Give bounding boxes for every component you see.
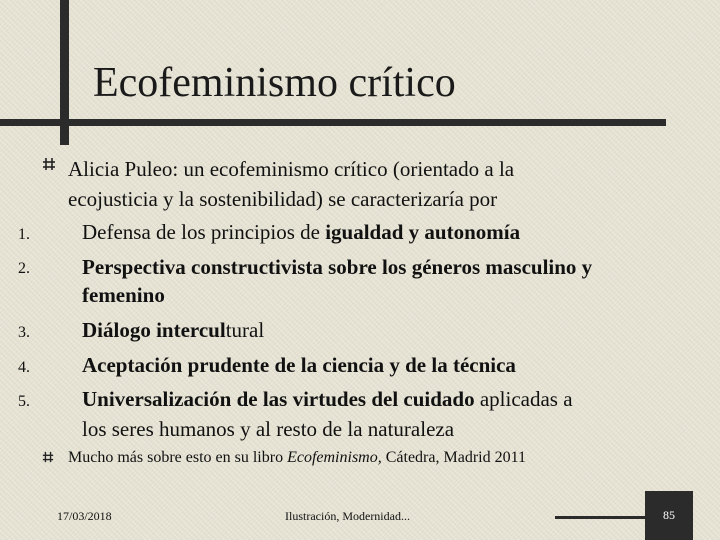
list-item-2-cont — [82, 282, 165, 308]
list-item-3 — [82, 317, 264, 343]
list-number-1: 1. — [18, 226, 30, 243]
list-number-2: 2. — [18, 260, 30, 277]
list-item-4 — [82, 352, 516, 378]
list-item-1 — [82, 219, 520, 245]
intro-text-line-1: Alicia Puleo: un ecofeminismo crítico (orientado a la — [68, 157, 515, 181]
list-number-5: 5. — [18, 393, 30, 410]
note-book-title: Ecofeminismo, — [287, 449, 382, 466]
slide-title: Ecofeminismo crítico — [93, 60, 456, 106]
list-item-5 — [82, 386, 573, 412]
page-number: 85 — [645, 491, 693, 540]
title-underline-bar — [0, 119, 666, 126]
list-item-2-bold-line-1: Perspectiva constructivista sobre los géneros masculino y — [82, 255, 593, 279]
list-number-3: 3. — [18, 324, 30, 341]
list-item-5-cont: los seres humanos y al resto de la naturaleza — [82, 417, 455, 441]
list-item-5-bold: Universalización de las virtudes del cuidado — [82, 387, 475, 411]
list-item-3-text: tural — [225, 318, 265, 342]
note-suffix: Cátedra, Madrid 2011 — [381, 449, 526, 466]
footer-date: 17/03/2018 — [57, 509, 112, 523]
list-item-5-text: aplicadas a — [474, 387, 573, 411]
intro-text-line-2: ecojusticia y la sostenibilidad) se caracterizaría por — [68, 187, 498, 211]
list-item-1-bold: igualdad y autonomía — [325, 220, 521, 244]
footer-title: Ilustración, Modernidad... — [285, 509, 410, 523]
list-item-2 — [82, 254, 592, 280]
list-item-4-bold: Aceptación prudente de la ciencia y de la técnica — [82, 353, 516, 377]
page-number-line — [555, 516, 645, 519]
list-item-3-bold: Diálogo intercul — [82, 318, 226, 342]
list-item-2-bold-line-2: femenino — [82, 283, 165, 307]
hash-bullet-icon — [42, 157, 56, 171]
note-prefix: Mucho más sobre esto en su libro — [68, 449, 288, 466]
hash-bullet-icon — [42, 451, 54, 463]
list-number-4: 4. — [18, 359, 30, 376]
note-line — [68, 447, 526, 469]
list-item-1-text: Defensa de los principios de — [82, 220, 326, 244]
